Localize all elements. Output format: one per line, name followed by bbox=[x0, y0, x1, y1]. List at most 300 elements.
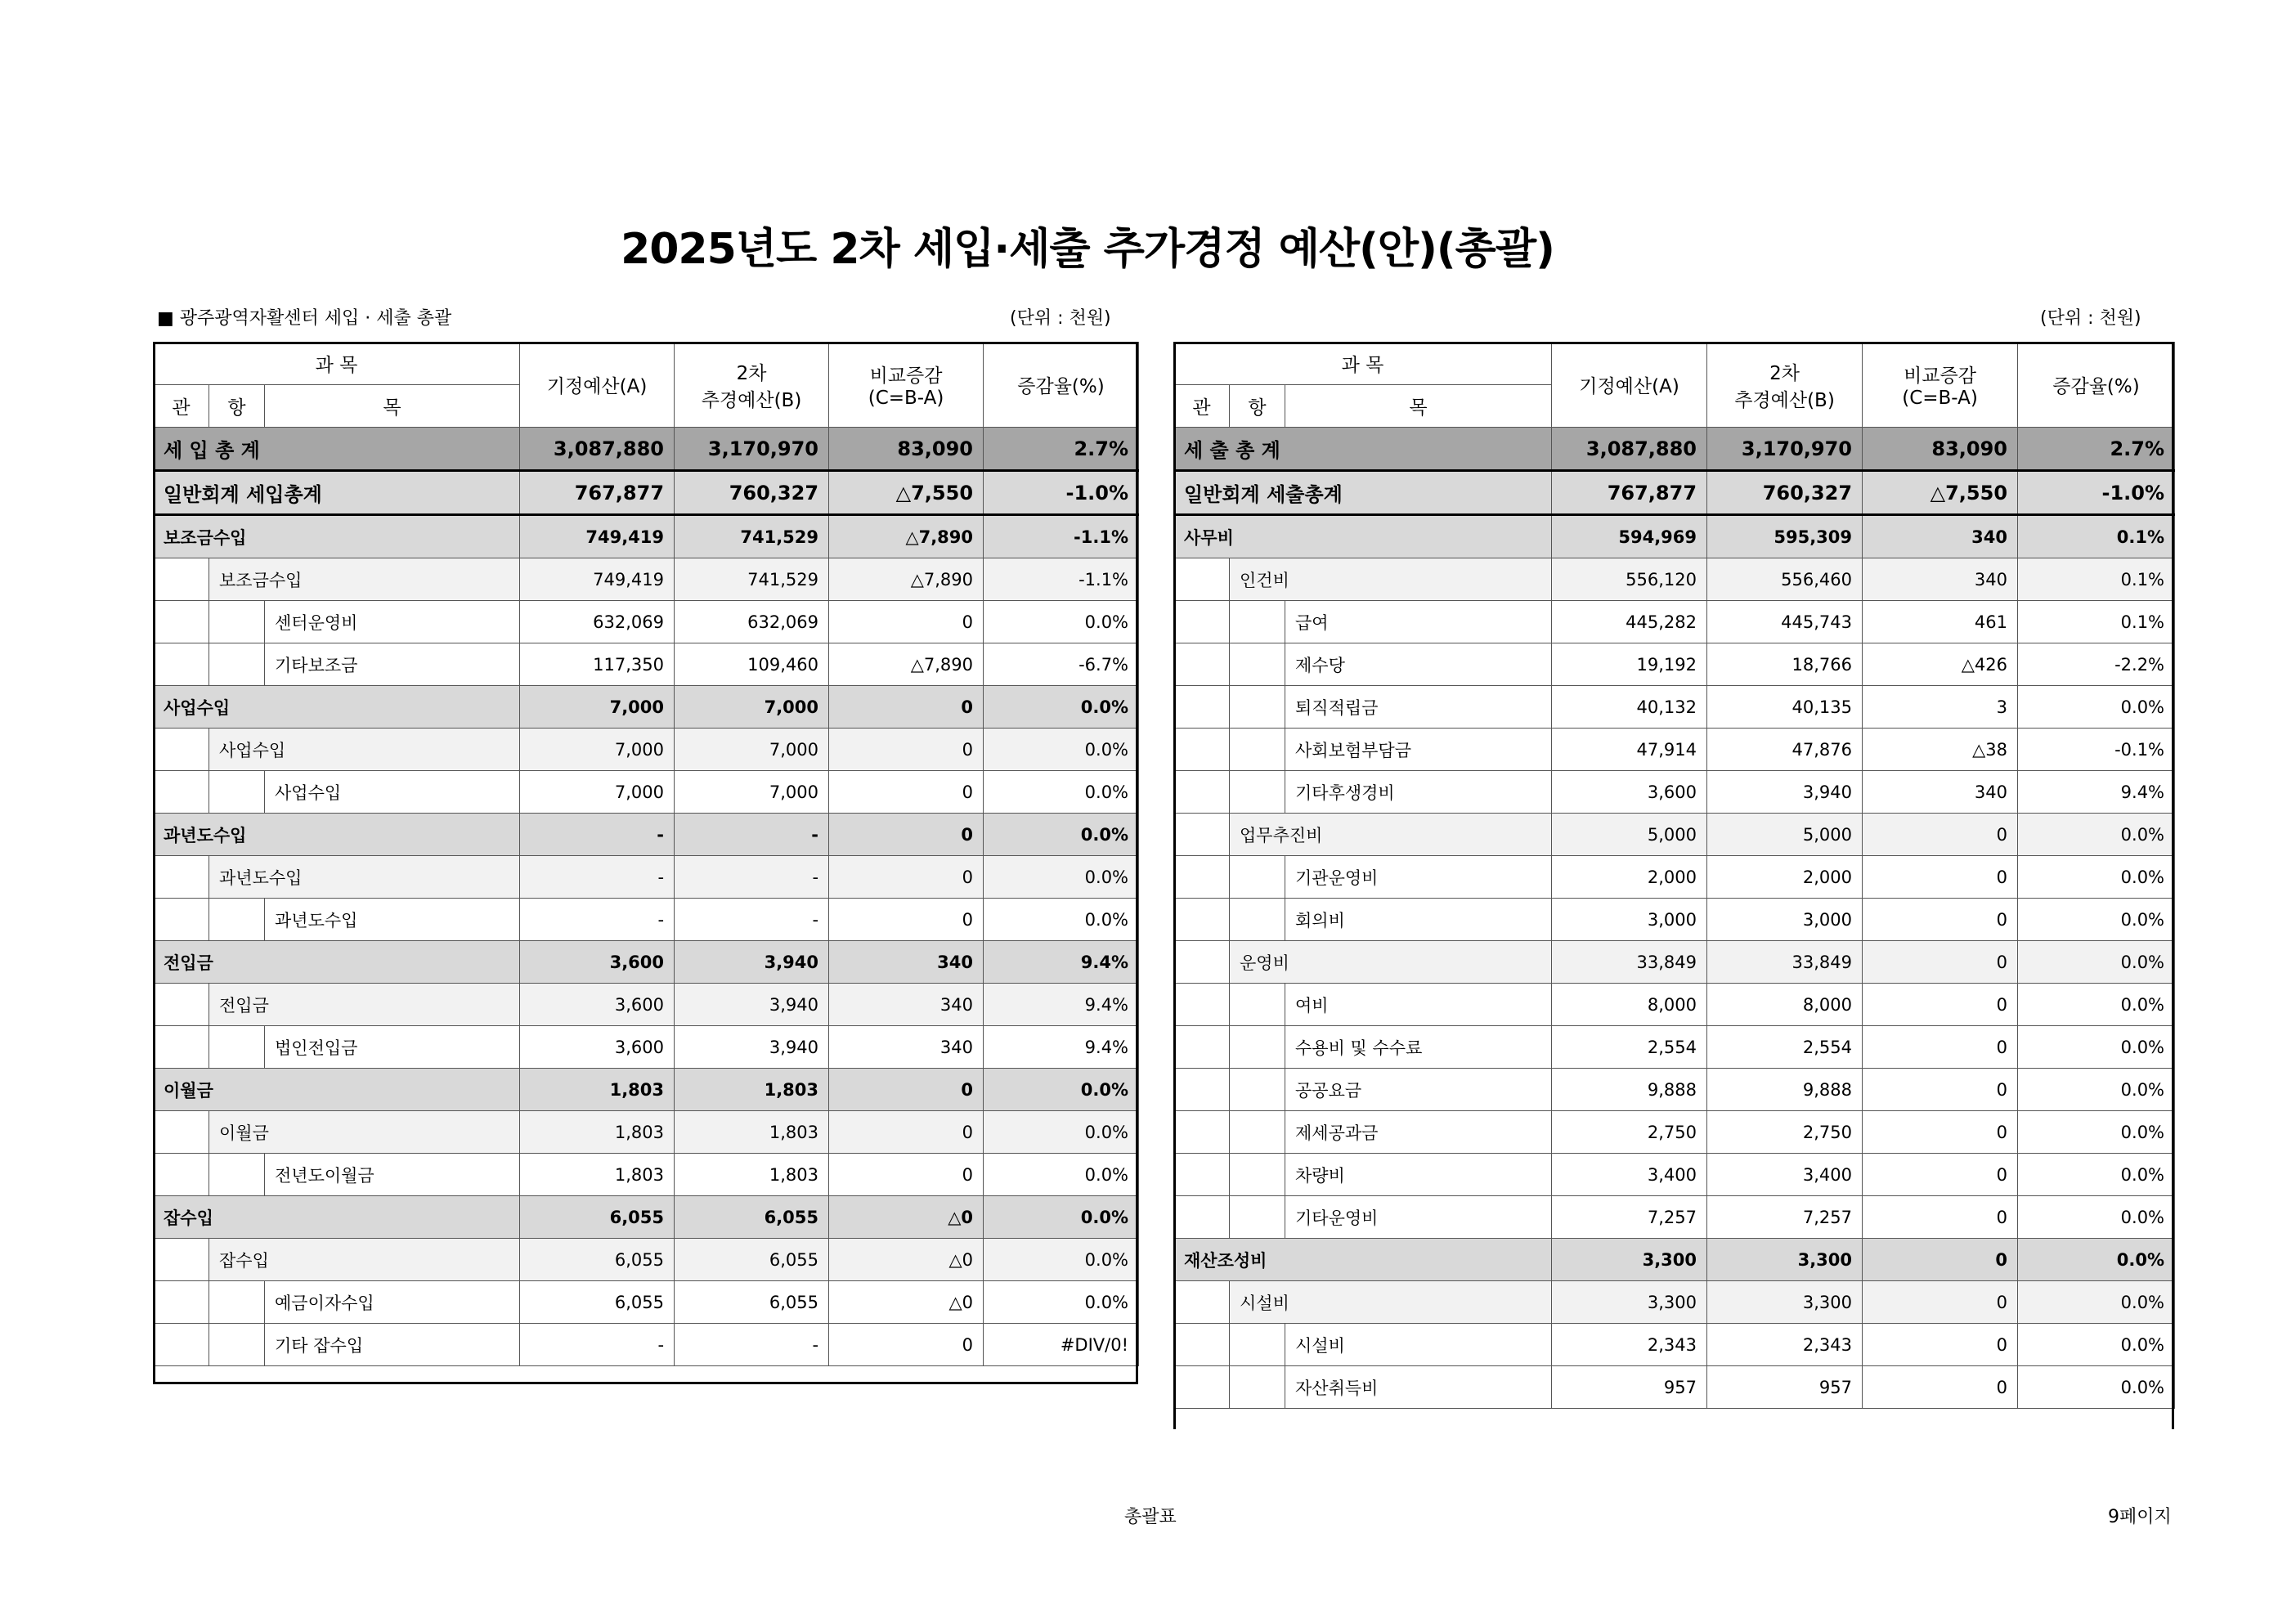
original-amount: 1,803 bbox=[520, 1111, 675, 1154]
original-amount: 6,055 bbox=[520, 1196, 675, 1239]
change-rate: 0.0% bbox=[984, 771, 1139, 814]
change-rate: 0.0% bbox=[2018, 1154, 2175, 1196]
change-rate: 0.0% bbox=[2018, 856, 2175, 899]
supplementary-amount: 957 bbox=[1707, 1366, 1863, 1409]
original-amount: - bbox=[520, 1324, 675, 1366]
original-amount: 3,600 bbox=[520, 984, 675, 1026]
indent-cell bbox=[1174, 1069, 1230, 1111]
table-row bbox=[1174, 1111, 2175, 1154]
page-number: 9페이지 bbox=[2108, 1507, 2172, 1527]
table-row bbox=[154, 1324, 1139, 1366]
indent-cell bbox=[1174, 984, 1230, 1026]
difference-amount: 0 bbox=[1863, 1026, 2018, 1069]
difference-amount: △38 bbox=[1863, 729, 2018, 771]
change-rate: 0.0% bbox=[984, 601, 1139, 643]
supplementary-amount: 47,876 bbox=[1707, 729, 1863, 771]
supplementary-amount: - bbox=[675, 856, 829, 899]
table-row bbox=[1174, 771, 2175, 814]
indent-cell bbox=[1230, 1026, 1285, 1069]
difference-amount: △0 bbox=[829, 1281, 984, 1324]
change-rate: 9.4% bbox=[984, 984, 1139, 1026]
item-name: 인건비 bbox=[1230, 558, 1552, 601]
difference-amount: 0 bbox=[1863, 1366, 2018, 1409]
change-rate: 0.0% bbox=[2018, 1366, 2175, 1409]
indent-cell bbox=[209, 1154, 265, 1196]
indent-cell bbox=[209, 601, 265, 643]
original-amount: 749,419 bbox=[520, 515, 675, 558]
difference-amount: 340 bbox=[829, 984, 984, 1026]
original-amount: 7,000 bbox=[520, 686, 675, 729]
change-rate: 0.0% bbox=[984, 686, 1139, 729]
table-row bbox=[154, 1026, 1139, 1069]
original-amount: 749,419 bbox=[520, 558, 675, 601]
indent-cell bbox=[1230, 1111, 1285, 1154]
supplementary-amount: 3,300 bbox=[1707, 1281, 1863, 1324]
item-name: 전년도이월금 bbox=[265, 1154, 520, 1196]
supplementary-amount: 3,940 bbox=[1707, 771, 1863, 814]
difference-amount: 0 bbox=[1863, 1196, 2018, 1239]
original-amount: 632,069 bbox=[520, 601, 675, 643]
change-rate: #DIV/0! bbox=[984, 1324, 1139, 1366]
item-name: 이월금 bbox=[209, 1111, 520, 1154]
supplementary-amount: 6,055 bbox=[675, 1239, 829, 1281]
item-name: 일반회계 세출총계 bbox=[1174, 471, 1552, 515]
original-amount: 2,343 bbox=[1552, 1324, 1707, 1366]
original-amount: - bbox=[520, 899, 675, 941]
original-amount: 6,055 bbox=[520, 1281, 675, 1324]
change-rate: 0.0% bbox=[2018, 814, 2175, 856]
table-row bbox=[154, 1111, 1139, 1154]
table-row bbox=[1174, 601, 2175, 643]
table-row bbox=[154, 428, 1139, 471]
difference-amount: △0 bbox=[829, 1196, 984, 1239]
indent-cell bbox=[1230, 686, 1285, 729]
change-rate: -0.1% bbox=[2018, 729, 2175, 771]
header-gwan: 관 bbox=[1174, 385, 1230, 428]
indent-cell bbox=[209, 1324, 265, 1366]
item-name: 시설비 bbox=[1230, 1281, 1552, 1324]
difference-amount: 340 bbox=[1863, 771, 2018, 814]
original-amount: 3,600 bbox=[520, 941, 675, 984]
supplementary-amount: 3,940 bbox=[675, 941, 829, 984]
table-row bbox=[1174, 984, 2175, 1026]
header-supplementary: 2차 추경예산(B) bbox=[675, 343, 829, 428]
change-rate: 0.0% bbox=[2018, 1239, 2175, 1281]
item-name: 회의비 bbox=[1285, 899, 1552, 941]
table-row bbox=[154, 899, 1139, 941]
difference-amount: 0 bbox=[1863, 814, 2018, 856]
supplementary-amount: 3,940 bbox=[675, 1026, 829, 1069]
table-row bbox=[154, 601, 1139, 643]
supplementary-amount: 5,000 bbox=[1707, 814, 1863, 856]
indent-cell bbox=[1230, 899, 1285, 941]
table-row bbox=[154, 856, 1139, 899]
item-name: 전입금 bbox=[154, 941, 520, 984]
item-name: 예금이자수입 bbox=[265, 1281, 520, 1324]
original-amount: 2,000 bbox=[1552, 856, 1707, 899]
item-name: 과년도수입 bbox=[154, 814, 520, 856]
difference-amount: 0 bbox=[1863, 1069, 2018, 1111]
unit-label-left: (단위 : 천원) bbox=[1010, 308, 1111, 329]
table-row bbox=[154, 771, 1139, 814]
indent-cell bbox=[1174, 686, 1230, 729]
indent-cell bbox=[154, 984, 209, 1026]
indent-cell bbox=[1174, 899, 1230, 941]
difference-amount: 461 bbox=[1863, 601, 2018, 643]
original-amount: 40,132 bbox=[1552, 686, 1707, 729]
original-amount: 3,300 bbox=[1552, 1239, 1707, 1281]
table-row bbox=[154, 686, 1139, 729]
change-rate: 0.0% bbox=[2018, 1281, 2175, 1324]
table-row bbox=[1174, 686, 2175, 729]
table-row bbox=[154, 515, 1139, 558]
unit-label-right: (단위 : 천원) bbox=[2040, 308, 2141, 329]
indent-cell bbox=[1174, 856, 1230, 899]
difference-amount: 83,090 bbox=[829, 428, 984, 471]
difference-amount: 0 bbox=[1863, 899, 2018, 941]
original-amount: 767,877 bbox=[520, 471, 675, 515]
difference-amount: 0 bbox=[829, 1111, 984, 1154]
original-amount: 957 bbox=[1552, 1366, 1707, 1409]
header-hang: 항 bbox=[1230, 385, 1285, 428]
supplementary-amount: 8,000 bbox=[1707, 984, 1863, 1026]
difference-amount: 0 bbox=[829, 771, 984, 814]
original-amount: 7,257 bbox=[1552, 1196, 1707, 1239]
indent-cell bbox=[1174, 941, 1230, 984]
supplementary-amount: 18,766 bbox=[1707, 643, 1863, 686]
indent-cell bbox=[154, 1154, 209, 1196]
supplementary-amount: 1,803 bbox=[675, 1069, 829, 1111]
difference-amount: △7,890 bbox=[829, 558, 984, 601]
original-amount: 3,087,880 bbox=[1552, 428, 1707, 471]
change-rate: -6.7% bbox=[984, 643, 1139, 686]
difference-amount: △7,890 bbox=[829, 643, 984, 686]
change-rate: 0.1% bbox=[2018, 601, 2175, 643]
difference-amount: 0 bbox=[1863, 941, 2018, 984]
supplementary-amount: 3,000 bbox=[1707, 899, 1863, 941]
header-gwan: 관 bbox=[154, 385, 209, 428]
original-amount: 47,914 bbox=[1552, 729, 1707, 771]
item-name: 법인전입금 bbox=[265, 1026, 520, 1069]
indent-cell bbox=[1174, 1366, 1230, 1409]
item-name: 제세공과금 bbox=[1285, 1111, 1552, 1154]
supplementary-amount: 3,170,970 bbox=[675, 428, 829, 471]
table-row bbox=[1174, 814, 2175, 856]
original-amount: 3,300 bbox=[1552, 1281, 1707, 1324]
table-row bbox=[154, 1196, 1139, 1239]
item-name: 급여 bbox=[1285, 601, 1552, 643]
indent-cell bbox=[1230, 1366, 1285, 1409]
supplementary-amount: 6,055 bbox=[675, 1196, 829, 1239]
header-mok: 목 bbox=[1285, 385, 1552, 428]
change-rate: 0.0% bbox=[984, 1154, 1139, 1196]
header-subject: 과 목 bbox=[1174, 343, 1552, 385]
table-row bbox=[1174, 899, 2175, 941]
indent-cell bbox=[1230, 601, 1285, 643]
change-rate: -2.2% bbox=[2018, 643, 2175, 686]
change-rate: 0.0% bbox=[984, 856, 1139, 899]
indent-cell bbox=[1230, 643, 1285, 686]
original-amount: 7,000 bbox=[520, 729, 675, 771]
item-name: 기타운영비 bbox=[1285, 1196, 1552, 1239]
table-row bbox=[1174, 729, 2175, 771]
difference-amount: △7,550 bbox=[829, 471, 984, 515]
item-name: 사업수입 bbox=[265, 771, 520, 814]
indent-cell bbox=[154, 643, 209, 686]
change-rate: 9.4% bbox=[984, 941, 1139, 984]
header-difference: 비교증감 (C=B-A) bbox=[829, 343, 984, 428]
table-row bbox=[1174, 1281, 2175, 1324]
difference-amount: 0 bbox=[829, 856, 984, 899]
indent-cell bbox=[1174, 1324, 1230, 1366]
table-row bbox=[154, 984, 1139, 1026]
original-amount: 3,000 bbox=[1552, 899, 1707, 941]
supplementary-amount: 1,803 bbox=[675, 1154, 829, 1196]
table-row bbox=[1174, 643, 2175, 686]
indent-cell bbox=[154, 558, 209, 601]
difference-amount: 0 bbox=[829, 814, 984, 856]
expenditure-table bbox=[1173, 342, 2175, 1409]
indent-cell bbox=[1230, 1324, 1285, 1366]
original-amount: 8,000 bbox=[1552, 984, 1707, 1026]
item-name: 기타후생경비 bbox=[1285, 771, 1552, 814]
table-row bbox=[154, 1281, 1139, 1324]
original-amount: 445,282 bbox=[1552, 601, 1707, 643]
table-row bbox=[1174, 941, 2175, 984]
table-row bbox=[154, 471, 1139, 515]
indent-cell bbox=[209, 1026, 265, 1069]
header-original: 기정예산(A) bbox=[520, 343, 675, 428]
item-name: 보조금수입 bbox=[154, 515, 520, 558]
change-rate: 0.0% bbox=[984, 729, 1139, 771]
supplementary-amount: 7,257 bbox=[1707, 1196, 1863, 1239]
change-rate: 0.0% bbox=[2018, 1196, 2175, 1239]
table-row bbox=[154, 729, 1139, 771]
header-rate: 증감율(%) bbox=[984, 343, 1139, 428]
item-name: 잡수입 bbox=[154, 1196, 520, 1239]
change-rate: 0.0% bbox=[984, 1069, 1139, 1111]
original-amount: 1,803 bbox=[520, 1069, 675, 1111]
item-name: 잡수입 bbox=[209, 1239, 520, 1281]
difference-amount: 340 bbox=[1863, 558, 2018, 601]
original-amount: 3,600 bbox=[520, 1026, 675, 1069]
item-name: 자산취득비 bbox=[1285, 1366, 1552, 1409]
section-subtitle: ■ 광주광역자활센터 세입 · 세출 총괄 bbox=[157, 308, 452, 329]
change-rate: 0.1% bbox=[2018, 558, 2175, 601]
change-rate: 0.0% bbox=[984, 1111, 1139, 1154]
table-row bbox=[154, 558, 1139, 601]
change-rate: -1.1% bbox=[984, 515, 1139, 558]
table-row bbox=[1174, 1324, 2175, 1366]
difference-amount: 0 bbox=[829, 729, 984, 771]
table-row bbox=[154, 643, 1139, 686]
supplementary-amount: 741,529 bbox=[675, 515, 829, 558]
table-row bbox=[154, 814, 1139, 856]
change-rate: 0.0% bbox=[984, 1196, 1139, 1239]
difference-amount: 0 bbox=[1863, 1111, 2018, 1154]
indent-cell bbox=[1230, 856, 1285, 899]
item-name: 차량비 bbox=[1285, 1154, 1552, 1196]
supplementary-amount: 9,888 bbox=[1707, 1069, 1863, 1111]
item-name: 업무추진비 bbox=[1230, 814, 1552, 856]
indent-cell bbox=[1174, 1281, 1230, 1324]
supplementary-amount: 33,849 bbox=[1707, 941, 1863, 984]
difference-amount: △7,890 bbox=[829, 515, 984, 558]
item-name: 운영비 bbox=[1230, 941, 1552, 984]
change-rate: 0.0% bbox=[2018, 686, 2175, 729]
item-name: 사업수입 bbox=[154, 686, 520, 729]
change-rate: 0.0% bbox=[984, 899, 1139, 941]
indent-cell bbox=[154, 601, 209, 643]
item-name: 세 입 총 계 bbox=[154, 428, 520, 471]
change-rate: 0.0% bbox=[984, 814, 1139, 856]
item-name: 사무비 bbox=[1174, 515, 1552, 558]
item-name: 퇴직적립금 bbox=[1285, 686, 1552, 729]
table-row bbox=[1174, 558, 2175, 601]
change-rate: 0.0% bbox=[2018, 984, 2175, 1026]
difference-amount: 0 bbox=[1863, 984, 2018, 1026]
indent-cell bbox=[154, 899, 209, 941]
header-original: 기정예산(A) bbox=[1552, 343, 1707, 428]
change-rate: 0.1% bbox=[2018, 515, 2175, 558]
supplementary-amount: 7,000 bbox=[675, 686, 829, 729]
original-amount: 5,000 bbox=[1552, 814, 1707, 856]
supplementary-amount: 7,000 bbox=[675, 729, 829, 771]
indent-cell bbox=[1174, 558, 1230, 601]
difference-amount: △426 bbox=[1863, 643, 2018, 686]
table-row bbox=[154, 1239, 1139, 1281]
indent-cell bbox=[154, 729, 209, 771]
indent-cell bbox=[1230, 984, 1285, 1026]
supplementary-amount: - bbox=[675, 899, 829, 941]
supplementary-amount: 741,529 bbox=[675, 558, 829, 601]
table-row bbox=[1174, 1069, 2175, 1111]
supplementary-amount: 3,170,970 bbox=[1707, 428, 1863, 471]
original-amount: 767,877 bbox=[1552, 471, 1707, 515]
change-rate: 0.0% bbox=[2018, 899, 2175, 941]
original-amount: 7,000 bbox=[520, 771, 675, 814]
change-rate: 0.0% bbox=[984, 1281, 1139, 1324]
indent-cell bbox=[1174, 814, 1230, 856]
supplementary-amount: 2,000 bbox=[1707, 856, 1863, 899]
revenue-rows bbox=[154, 428, 1139, 1366]
supplementary-amount: 760,327 bbox=[1707, 471, 1863, 515]
item-name: 기타 잡수입 bbox=[265, 1324, 520, 1366]
original-amount: 33,849 bbox=[1552, 941, 1707, 984]
change-rate: -1.0% bbox=[984, 471, 1139, 515]
document-title: 2025년도 2차 세입·세출 추가경정 예산(안)(총괄) bbox=[621, 225, 1554, 274]
difference-amount: 0 bbox=[1863, 856, 2018, 899]
difference-amount: 0 bbox=[829, 686, 984, 729]
header-hang: 항 bbox=[209, 385, 265, 428]
table-row bbox=[1174, 856, 2175, 899]
table-row bbox=[154, 1069, 1139, 1111]
table-row bbox=[1174, 515, 2175, 558]
supplementary-amount: 7,000 bbox=[675, 771, 829, 814]
supplementary-amount: 3,300 bbox=[1707, 1239, 1863, 1281]
supplementary-amount: - bbox=[675, 814, 829, 856]
indent-cell bbox=[154, 771, 209, 814]
original-amount: - bbox=[520, 856, 675, 899]
difference-amount: 0 bbox=[1863, 1281, 2018, 1324]
header-difference: 비교증감 (C=B-A) bbox=[1863, 343, 2018, 428]
item-name: 센터운영비 bbox=[265, 601, 520, 643]
difference-amount: 0 bbox=[829, 1324, 984, 1366]
item-name: 이월금 bbox=[154, 1069, 520, 1111]
original-amount: 2,750 bbox=[1552, 1111, 1707, 1154]
item-name: 여비 bbox=[1285, 984, 1552, 1026]
footer-label: 총괄표 bbox=[1124, 1507, 1177, 1527]
item-name: 기관운영비 bbox=[1285, 856, 1552, 899]
table-row bbox=[1174, 1366, 2175, 1409]
revenue-table bbox=[153, 342, 1139, 1366]
indent-cell bbox=[1230, 1196, 1285, 1239]
difference-amount: 83,090 bbox=[1863, 428, 2018, 471]
change-rate: 0.0% bbox=[2018, 1111, 2175, 1154]
item-name: 재산조성비 bbox=[1174, 1239, 1552, 1281]
original-amount: 1,803 bbox=[520, 1154, 675, 1196]
original-amount: 117,350 bbox=[520, 643, 675, 686]
supplementary-amount: 2,750 bbox=[1707, 1111, 1863, 1154]
indent-cell bbox=[154, 1281, 209, 1324]
indent-cell bbox=[1174, 771, 1230, 814]
item-name: 과년도수입 bbox=[209, 856, 520, 899]
change-rate: 0.0% bbox=[2018, 941, 2175, 984]
supplementary-amount: 556,460 bbox=[1707, 558, 1863, 601]
indent-cell bbox=[209, 643, 265, 686]
indent-cell bbox=[154, 856, 209, 899]
item-name: 제수당 bbox=[1285, 643, 1552, 686]
supplementary-amount: 3,400 bbox=[1707, 1154, 1863, 1196]
original-amount: 9,888 bbox=[1552, 1069, 1707, 1111]
supplementary-amount: 40,135 bbox=[1707, 686, 1863, 729]
table-row bbox=[1174, 1196, 2175, 1239]
difference-amount: △0 bbox=[829, 1239, 984, 1281]
table-row bbox=[1174, 1239, 2175, 1281]
indent-cell bbox=[1230, 771, 1285, 814]
table-row bbox=[154, 1154, 1139, 1196]
original-amount: - bbox=[520, 814, 675, 856]
supplementary-amount: 109,460 bbox=[675, 643, 829, 686]
supplementary-amount: 760,327 bbox=[675, 471, 829, 515]
expenditure-header bbox=[1174, 343, 2175, 428]
original-amount: 2,554 bbox=[1552, 1026, 1707, 1069]
indent-cell bbox=[1230, 729, 1285, 771]
difference-amount: 3 bbox=[1863, 686, 2018, 729]
item-name: 기타보조금 bbox=[265, 643, 520, 686]
difference-amount: 340 bbox=[829, 1026, 984, 1069]
difference-amount: 0 bbox=[829, 601, 984, 643]
revenue-header bbox=[154, 343, 1139, 428]
change-rate: 0.0% bbox=[2018, 1069, 2175, 1111]
difference-amount: 340 bbox=[829, 941, 984, 984]
item-name: 세 출 총 계 bbox=[1174, 428, 1552, 471]
change-rate: 0.0% bbox=[984, 1239, 1139, 1281]
original-amount: 556,120 bbox=[1552, 558, 1707, 601]
item-name: 과년도수입 bbox=[265, 899, 520, 941]
supplementary-amount: 595,309 bbox=[1707, 515, 1863, 558]
difference-amount: 0 bbox=[829, 899, 984, 941]
indent-cell bbox=[154, 1324, 209, 1366]
item-name: 일반회계 세입총계 bbox=[154, 471, 520, 515]
item-name: 수용비 및 수수료 bbox=[1285, 1026, 1552, 1069]
item-name: 사회보험부담금 bbox=[1285, 729, 1552, 771]
supplementary-amount: 2,554 bbox=[1707, 1026, 1863, 1069]
difference-amount: 0 bbox=[829, 1069, 984, 1111]
supplementary-amount: 6,055 bbox=[675, 1281, 829, 1324]
header-subject: 과 목 bbox=[154, 343, 520, 385]
indent-cell bbox=[1230, 1069, 1285, 1111]
